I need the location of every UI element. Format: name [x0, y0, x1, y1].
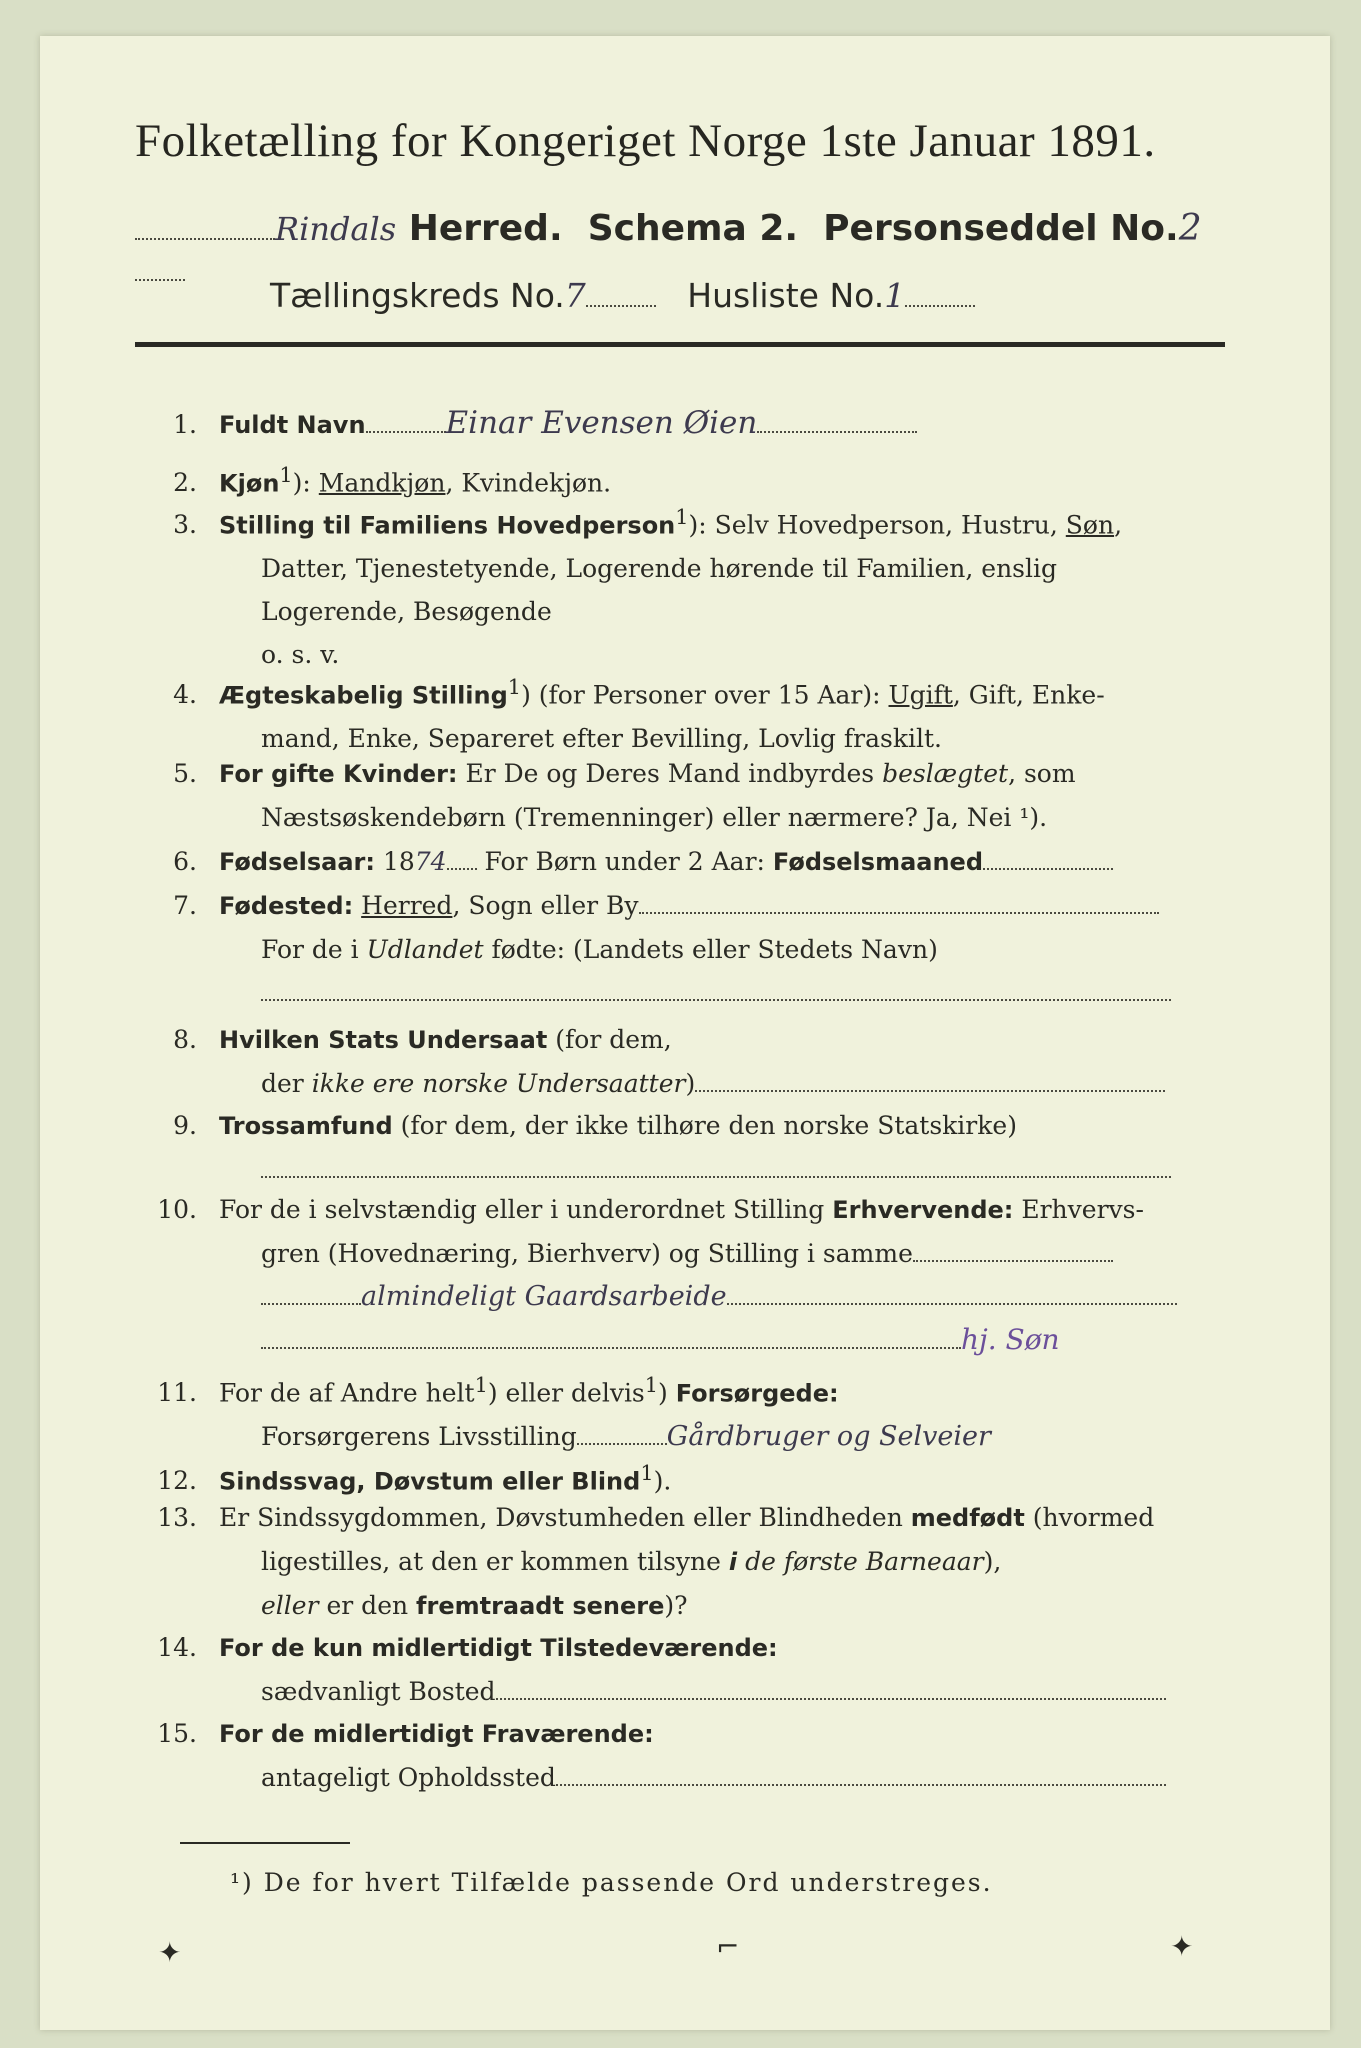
item-14: 14. For de kun midlertidigt Tilstedeværende: sædvanligt Bosted — [135, 1626, 1235, 1713]
husliste-label: Husliste No. — [687, 276, 885, 315]
header-rule — [135, 342, 1225, 347]
item-15: 15. For de midlertidigt Fraværende: antageligt Opholdssted — [135, 1712, 1235, 1799]
herred-label: Herred. — [408, 208, 563, 249]
occupation-annotation: hj. Søn — [961, 1323, 1060, 1356]
birthplace-label: Fødested: — [219, 892, 354, 920]
item-2: 2. Kjøn$^1$): Mandkjøn, Kvindekjøn. — [173, 463, 612, 498]
husliste-value: 1 — [884, 276, 906, 315]
sex-option-female: , Kvindekjøn. — [445, 468, 612, 498]
corner-mark-left: ✦ — [158, 1936, 182, 1969]
family-position-son: Søn — [1065, 510, 1115, 540]
item-9: 9. Trossamfund (for dem, der ikke tilhøre den norske Statskirke) — [135, 1104, 1235, 1191]
sex-option-male: Mandkjøn — [318, 468, 446, 498]
family-position-label: Stilling til Familiens Hovedperson — [219, 511, 676, 540]
marital-status-unmarried: Ugift — [888, 680, 953, 710]
item-5: 5. For gifte Kvinder: Er De og Deres Mand indbyrdes beslægtet, som Næstsøskendebørn (Tremenninger) eller nærmere? Ja, Nei ¹). — [173, 759, 1076, 832]
item-1: 1. Fuldt Navn Einar Evensen Øien — [135, 402, 1235, 447]
full-name-value: Einar Evensen Øien — [445, 405, 758, 441]
item-10: 10. For de i selvstændig eller i underordnet Stilling Erhvervende: Erhvervs- gren (Hovednæring, Bierhverv) og Stilling i samme almindeligt Gaardsarbeide hj. Søn — [135, 1188, 1235, 1362]
footnote-rule — [180, 1842, 350, 1844]
form-title: Folketælling for Kongeriget Norge 1ste Januar 1891. — [135, 115, 1156, 167]
personseddel-value: 2 — [1178, 208, 1202, 249]
supporter-occupation-value: Gårdbruger og Selveier — [666, 1421, 991, 1453]
personseddel-label: Personseddel No. — [823, 208, 1179, 249]
corner-mark-center: ⌐ — [716, 1930, 740, 1963]
kreds-value: 7 — [564, 276, 586, 315]
herred-value: Rindals — [275, 210, 397, 248]
item-13: 13. Er Sindssygdommen, Døvstumheden eller Blindheden medfødt (hvormed ligestilles, at den er kommen tilsyne i de første Barneaar), eller er den fremtraadt senere)? — [157, 1503, 1155, 1620]
occupation-value: almindeligt Gaardsarbeide — [361, 1281, 727, 1312]
footnote: ¹) De for hvert Tilfælde passende Ord understreges. — [230, 1868, 993, 1897]
schema-label: Schema 2. — [587, 208, 799, 249]
kreds-label: Tællingskreds No. — [270, 276, 565, 315]
item-6: 6. Fødselsaar: 1874 For Børn under 2 Aar: Fødselsmaaned — [135, 840, 1235, 884]
birthplace-herred: Herred — [361, 891, 453, 920]
kreds-line — [270, 276, 1170, 315]
full-name-label: Fuldt Navn — [219, 411, 366, 439]
marital-status-label: Ægteskabelig Stilling — [219, 681, 508, 710]
sex-label: Kjøn — [219, 469, 280, 498]
item-11: 11. For de af Andre helt$^1$) eller delvis$^1$) Forsørgede: Forsørgerens Livsstilling Gårdbruger og Selveier — [157, 1373, 991, 1453]
item-4: 4. Ægteskabelig Stilling$^1$) (for Personer over 15 Aar): Ugift, Gift, Enke- mand, Enke, Separeret efter Bevilling, Lovlig fraskilt. — [173, 675, 1105, 754]
birth-year-value: 74 — [414, 847, 447, 876]
census-form — [40, 36, 1330, 2030]
item-12: 12. Sindssvag, Døvstum eller Blind$^1$). — [157, 1461, 672, 1496]
birth-year-label: Fødselsaar: — [219, 848, 375, 876]
item-7: 7. Fødested: Herred, Sogn eller By For de i Udlandet fødte: (Landets eller Stedets Navn) — [135, 884, 1235, 1014]
item-3: 3. Stilling til Familiens Hovedperson$^1$): Selv Hovedperson, Hustru, Søn, Datter, Tjenestetyende, Logerende hørende til Familien, enslig Logerende, Besøgende o. s. v. — [173, 505, 1123, 670]
item-8: 8. Hvilken Stats Undersaat (for dem, der ikke ere norske Undersaatter) — [135, 1018, 1235, 1105]
corner-mark-right: ✦ — [1170, 1930, 1194, 1963]
